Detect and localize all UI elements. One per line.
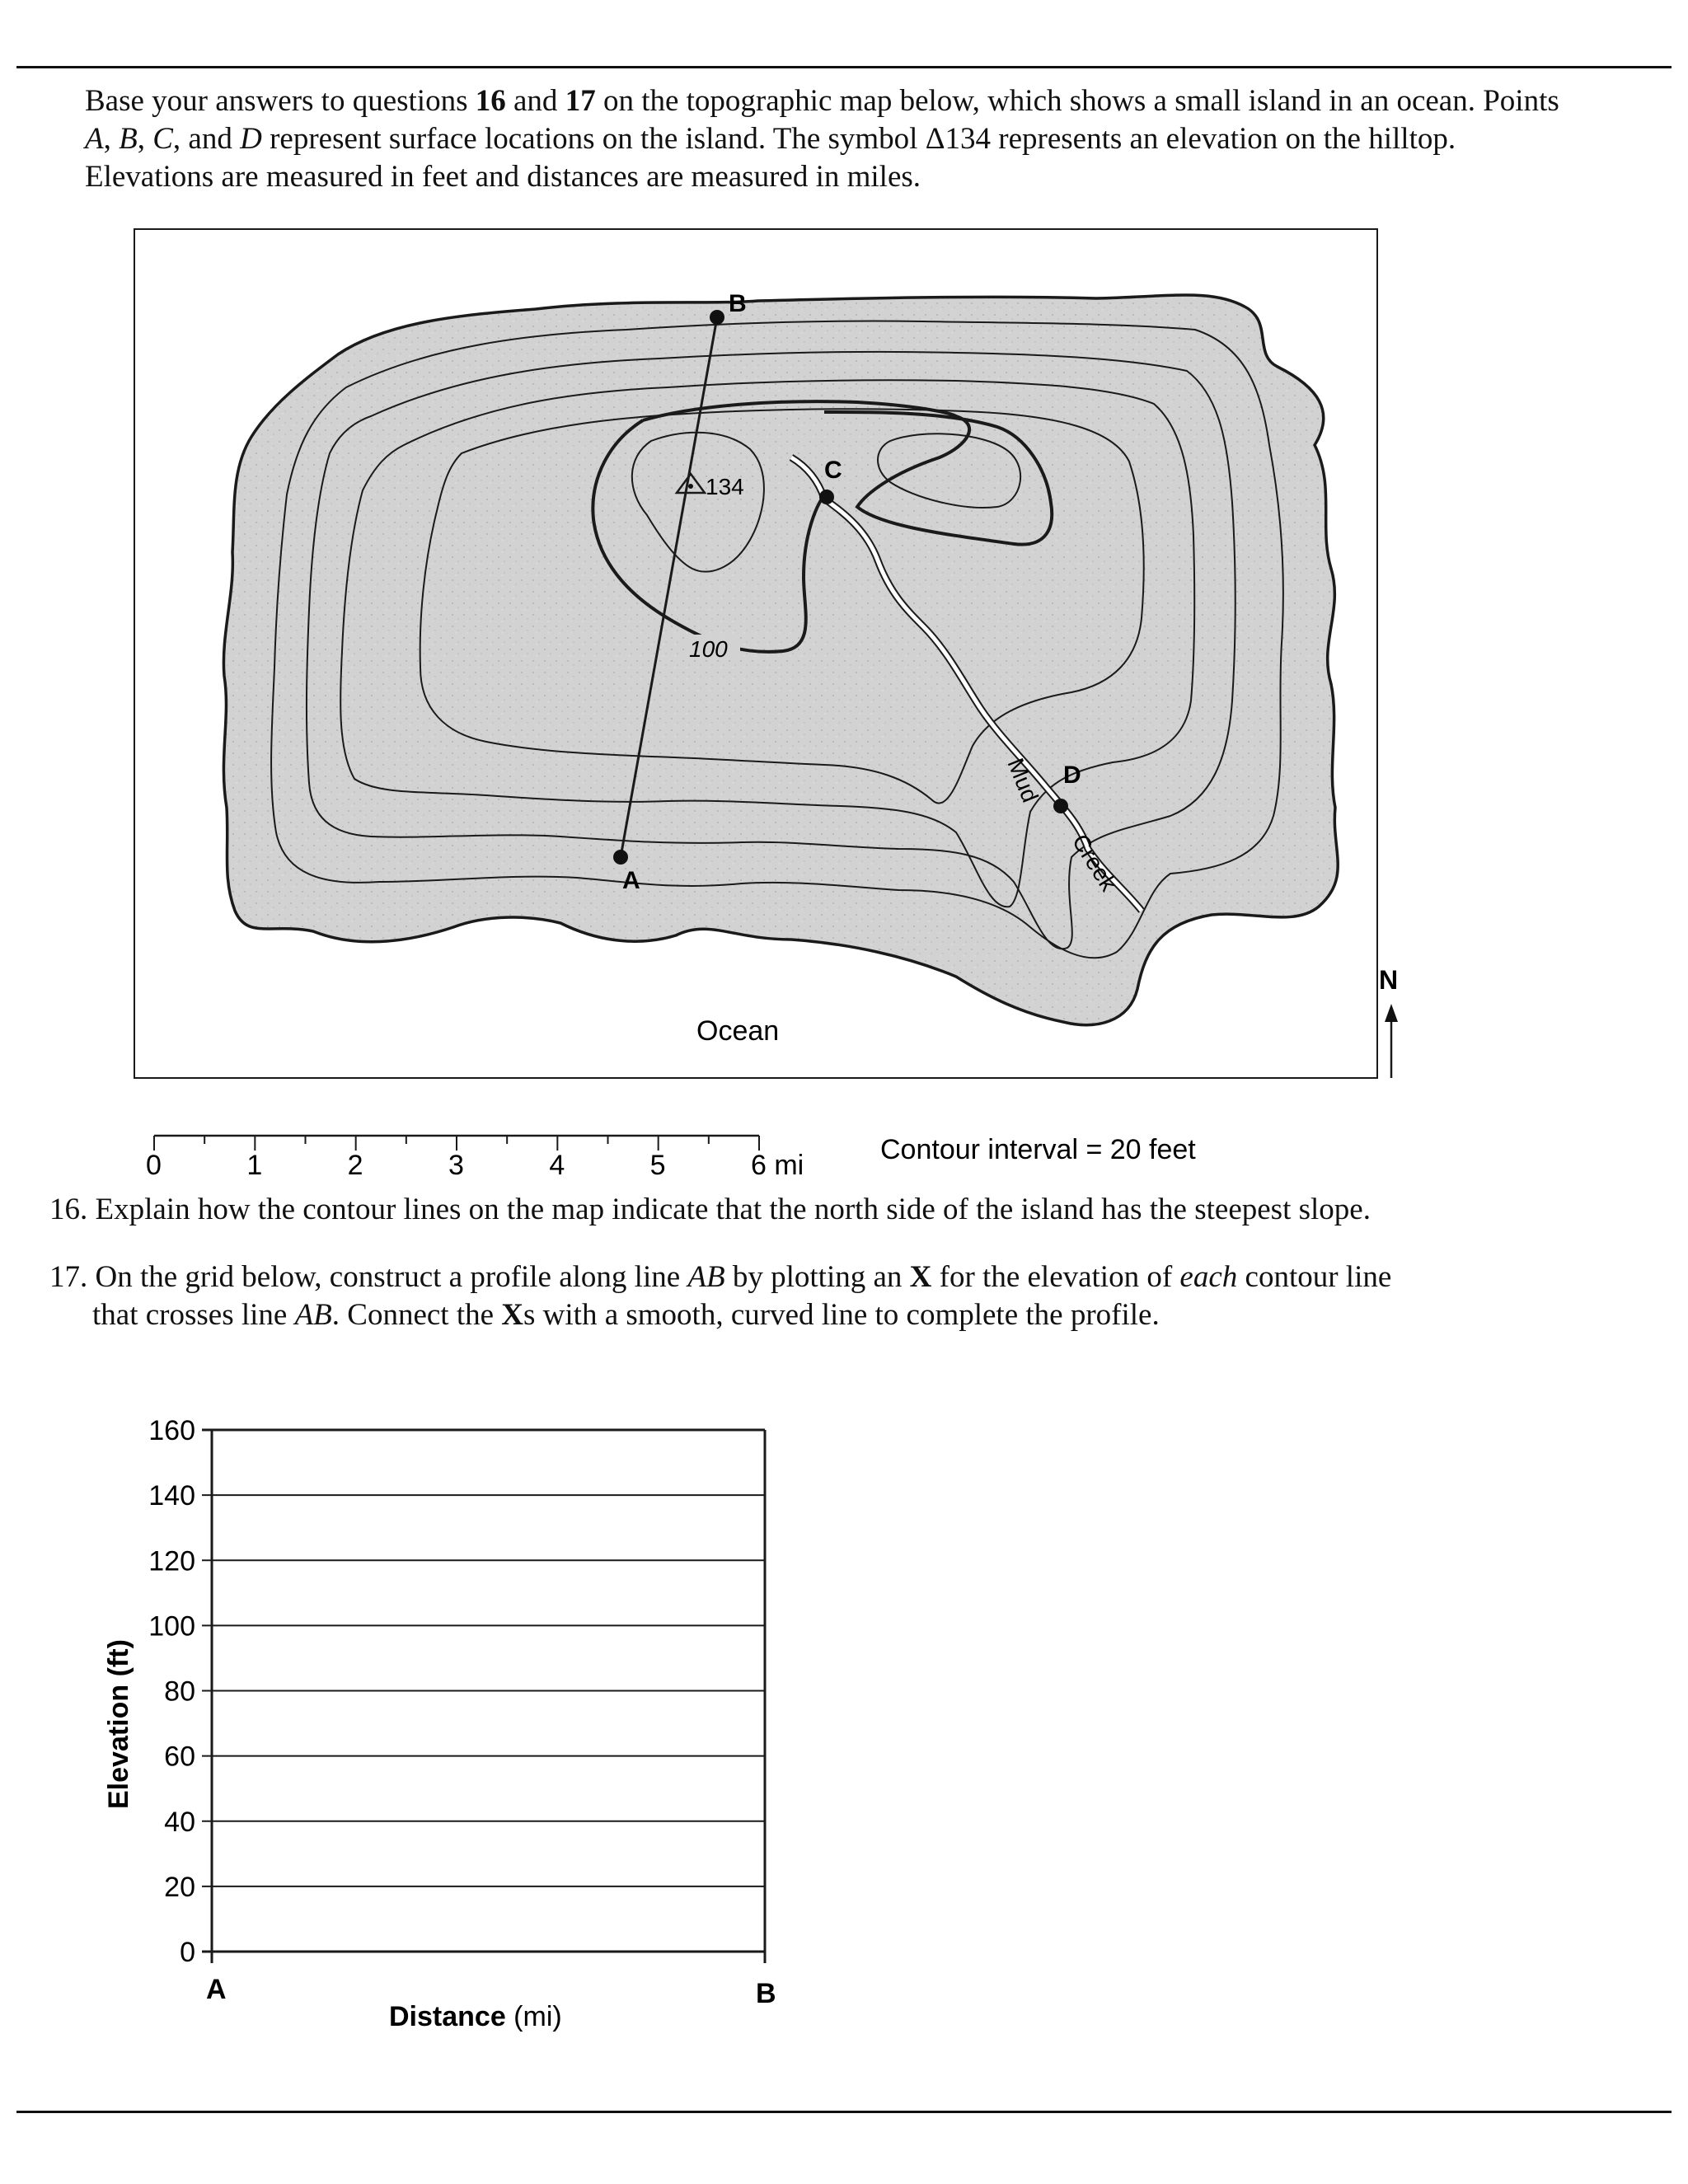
scale-label: 1 [246, 1150, 263, 1181]
q17-x-mark: X [909, 1260, 932, 1294]
q17-text: 17. On the grid below, construct a profile along line [49, 1260, 688, 1294]
q17-line-ref: AB [294, 1298, 332, 1332]
bottom-rule [16, 2111, 1672, 2113]
profile-y-tick-label: 120 [148, 1545, 195, 1577]
scale-label: 2 [347, 1150, 363, 1181]
intro-text: , [137, 122, 153, 156]
point-d-marker [1053, 799, 1068, 813]
profile-y-tick-label: 140 [148, 1480, 195, 1512]
point-b-marker [710, 310, 724, 325]
scale-label: 0 [146, 1150, 162, 1181]
q17-text: contour line [1237, 1260, 1392, 1294]
scale-bar [146, 1136, 804, 1181]
island-shoreline [223, 295, 1338, 1025]
scale-labels [146, 1150, 804, 1181]
q17-x-mark: X [501, 1298, 524, 1332]
profile-y-tick-label: 0 [180, 1937, 195, 1968]
point-ref: C [152, 122, 173, 156]
profile-y-tick-label: 60 [164, 1741, 195, 1773]
q17-text: that crosses line [92, 1298, 295, 1332]
q17-text: s with a smooth, curved line to complete the profile. [523, 1298, 1160, 1332]
intro-text: , and [172, 122, 241, 156]
question-number: 17 [565, 84, 596, 118]
point-d-label: D [1063, 762, 1081, 789]
ocean-label: Ocean [696, 1015, 780, 1047]
intro-text: represent surface locations on the island. The symbol [261, 122, 926, 156]
intro-text: Base your answers to questions [85, 84, 476, 118]
profile-y-tick-label: 20 [164, 1871, 195, 1903]
q17-text: . Connect the [331, 1298, 502, 1332]
profile-x-label-a: A [206, 1974, 227, 2005]
point-c-label: C [824, 457, 842, 484]
point-a-marker [613, 850, 628, 865]
scale-ticks [154, 1136, 759, 1151]
profile-y-tick-label: 100 [148, 1610, 195, 1643]
scale-label: 6 mi [751, 1150, 804, 1181]
profile-ylabel: Elevation (ft) [103, 1639, 134, 1809]
profile-y-tick-label: 80 [164, 1675, 195, 1708]
profile-xlabel [389, 2001, 562, 2032]
benchmark-elevation-label: 134 [706, 474, 744, 499]
creek-label-creek: Creek [1067, 829, 1122, 896]
scale-label: 5 [649, 1150, 666, 1181]
scale-label: 3 [448, 1150, 464, 1181]
north-label: N [1379, 965, 1399, 995]
intro-text: represents an elevation on the hilltop. Elevations are measured in feet and distances are measured in miles. [85, 122, 1456, 194]
q17-text: for the elevation of [931, 1260, 1180, 1294]
intro-text: and [505, 84, 565, 118]
question-17 [49, 1258, 1657, 1334]
q17-each: each [1179, 1260, 1238, 1294]
q17-continuation [49, 1296, 1657, 1334]
question-number: 16 [475, 84, 506, 118]
benchmark-symbol-text: Δ134 [925, 122, 992, 156]
profile-xlabel-unit: (mi) [505, 2001, 562, 2032]
question-16: 16. Explain how the contour lines on the map indicate that the north side of the island has the steepest slope. [49, 1193, 1371, 1226]
intro-text: , [103, 122, 120, 156]
profile-xlabel-bold: Distance [389, 2001, 506, 2032]
q17-text: by plotting an [724, 1260, 910, 1294]
contour-label-100: 100 [689, 636, 728, 662]
north-arrow-icon [1385, 1004, 1398, 1022]
profile-x-label-b: B [756, 1978, 776, 2009]
benchmark-dot-icon [688, 484, 693, 489]
point-c-marker [819, 490, 834, 504]
profile-y-tick-label: 40 [164, 1806, 195, 1838]
creek-label-mud: Mud [1002, 754, 1043, 806]
point-ref: D [240, 122, 262, 156]
point-ref: B [119, 122, 138, 156]
profile-grid [148, 1415, 765, 1968]
intro-text: on the topographic map below, which shows a small island in an ocean. Points [595, 84, 1559, 118]
profile-y-tick-label: 160 [148, 1415, 195, 1446]
q17-line-ref: AB [687, 1260, 725, 1294]
point-a-label: A [622, 867, 640, 894]
point-ref: A [85, 122, 104, 156]
point-b-label: B [729, 290, 747, 317]
contour-interval-note: Contour interval = 20 feet [880, 1134, 1196, 1165]
scale-label: 4 [549, 1150, 565, 1181]
